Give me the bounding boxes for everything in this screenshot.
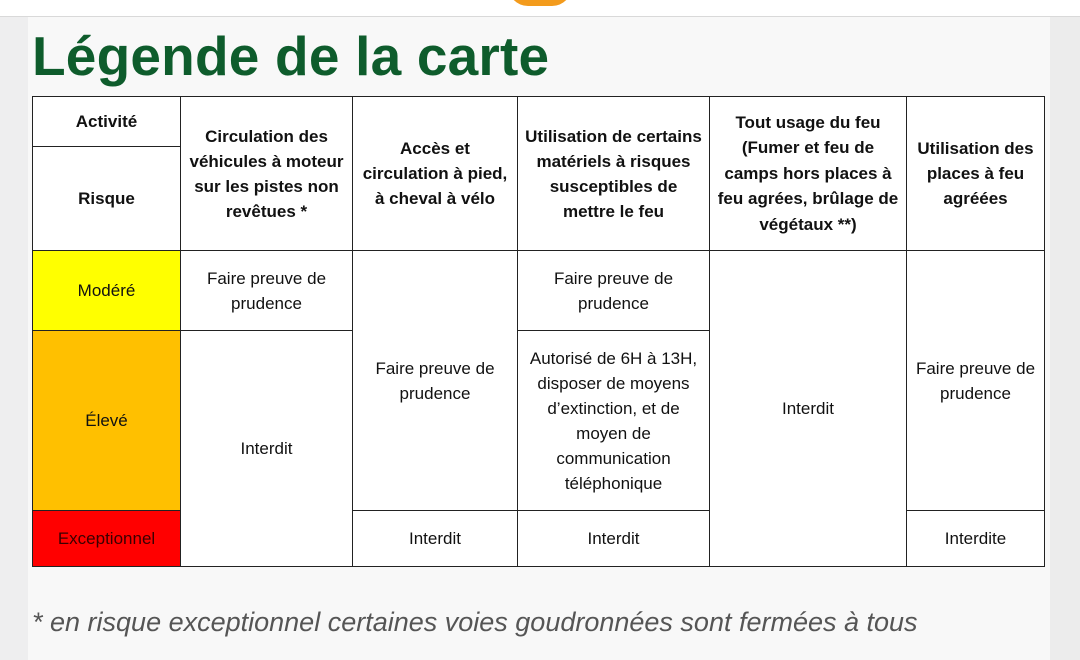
risk-level-high: Élevé [33, 331, 181, 511]
cell-access-exceptional: Interdit [353, 511, 518, 567]
page-title: Légende de la carte [32, 25, 550, 87]
column-header-equipment: Utilisation de certains matériels à risques susceptibles de mettre le feu [518, 97, 710, 251]
risk-header: Risque [33, 147, 181, 251]
footnote: * en risque exceptionnel certaines voies goudronnées sont fermées à tous [32, 607, 918, 637]
top-app-bar [0, 0, 1080, 17]
cell-equipment-moderate: Faire preuve de prudence [518, 251, 710, 331]
map-legend-table [32, 96, 1045, 567]
column-header-vehicles: Circulation des véhicules à moteur sur les pistes non revêtues * [181, 97, 353, 251]
cell-vehicles-moderate: Faire preuve de prudence [181, 251, 353, 331]
cell-equipment-high: Autorisé de 6H à 13H, disposer de moyens d’extinction, et de moyen de communication téléphonique [518, 331, 710, 511]
header-row [33, 97, 1045, 147]
column-header-access: Accès et circulation à pied, à cheval à vélo [353, 97, 518, 251]
page-margin [1050, 17, 1080, 660]
risk-level-exceptional: Exceptionnel [33, 511, 181, 567]
site-logo-icon [508, 0, 572, 6]
risk-row-moderate [33, 251, 1045, 331]
cell-access-moderate-high: Faire preuve de prudence [353, 251, 518, 511]
column-header-fire-use: Tout usage du feu (Fumer et feu de camps hors places à feu agrées, brûlage de végétaux **) [710, 97, 907, 251]
cell-vehicles-high-exceptional: Interdit [181, 331, 353, 567]
cell-fire-use-all: Interdit [710, 251, 907, 567]
activity-header: Activité [33, 97, 181, 147]
cell-fireplaces-exceptional: Interdite [907, 511, 1045, 567]
risk-level-moderate: Modéré [33, 251, 181, 331]
cell-fireplaces-moderate-high: Faire preuve de prudence [907, 251, 1045, 511]
cell-equipment-exceptional: Interdit [518, 511, 710, 567]
column-header-fireplaces: Utilisation des places à feu agréées [907, 97, 1045, 251]
